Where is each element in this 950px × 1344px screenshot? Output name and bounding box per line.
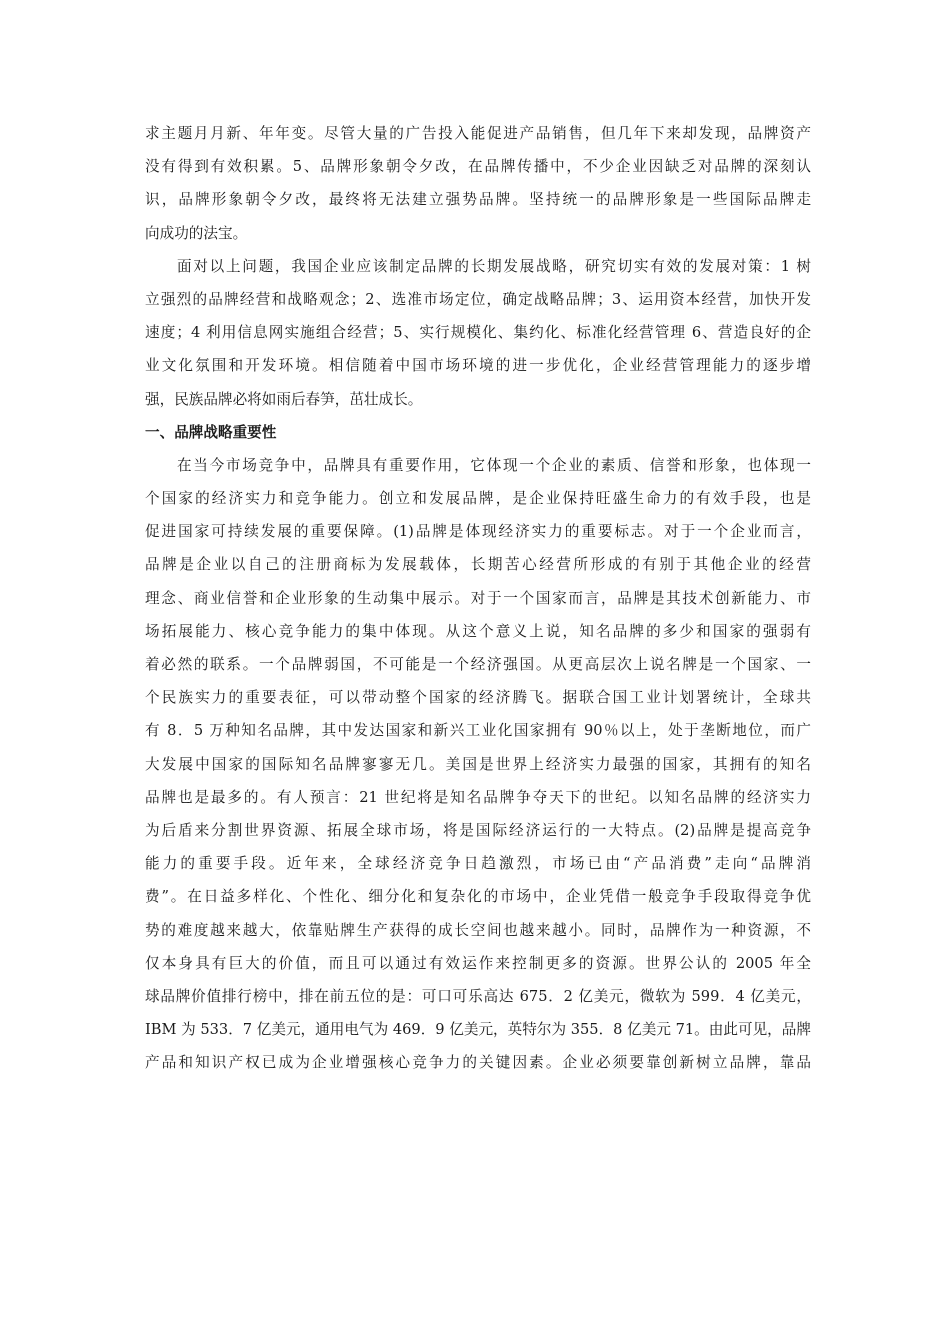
text-line: 费”。在日益多样化、个性化、细分化和复杂化的市场中，企业凭借一般竞争手段取得竞争优 <box>145 888 811 906</box>
text-line: 个民族实力的重要表征，可以带动整个国家的经济腾飞。据联合国工业计划署统计，全球共 <box>145 689 811 707</box>
text-line: 着必然的联系。一个品牌弱国，不可能是一个经济强国。从更高层次上说名牌是一个国家、一 <box>145 656 811 673</box>
text-line: 产品和知识产权已成为企业增强核心竞争力的关键因素。企业必须要靠创新树立品牌，靠品 <box>145 1054 811 1072</box>
text-line: 能力的重要手段。近年来，全球经济竞争日趋激烈，市场已由“产品消费”走向“品牌消 <box>145 855 811 873</box>
text-line: IBM 为 533．7 亿美元，通用电气为 469．9 亿美元，英特尔为 355．8 亿美元 71。由此可见，品牌 <box>145 1021 811 1039</box>
text-line: 在当今市场竞争中，品牌具有重要作用，它体现一个企业的素质、信誉和形象，也体现一 <box>177 456 811 474</box>
text-line: 理念、商业信誉和企业形象的生动集中展示。对于一个国家而言，品牌是其技术创新能力、市 <box>145 589 811 607</box>
text-line: 个国家的经济实力和竞争能力。创立和发展品牌，是企业保持旺盛生命力的有效手段，也是 <box>145 490 811 508</box>
paragraph-1 <box>145 117 811 250</box>
document-page <box>145 117 811 1079</box>
text-line: 促进国家可持续发展的重要保障。(1)品牌是体现经济实力的重要标志。对于一个企业而言， <box>145 523 811 541</box>
text-line: 大发展中国家的国际知名品牌寥寥无几。美国是世界上经济实力最强的国家，其拥有的知名 <box>145 755 811 773</box>
text-line: 球品牌价值排行榜中，排在前五位的是：可口可乐高达 675．2 亿美元，微软为 599．4 亿美元， <box>145 987 811 1005</box>
text-line: 仅本身具有巨大的价值，而且可以通过有效运作来控制更多的资源。世界公认的 2005 年全 <box>145 954 811 972</box>
text-line: 场拓展能力、核心竞争能力的集中体现。从这个意义上说，知名品牌的多少和国家的强弱有 <box>145 622 811 640</box>
text-line: 品牌也是最多的。有人预言：21 世纪将是知名品牌争夺天下的世纪。以知名品牌的经济实力 <box>145 788 811 806</box>
paragraph-2 <box>145 250 811 416</box>
text-line: 向成功的法宝。 <box>145 224 248 242</box>
text-line: 求主题月月新、年年变。尽管大量的广告投入能促进产品销售，但几年下来却发现，品牌资产 <box>145 125 811 142</box>
text-line: 没有得到有效积累。5、品牌形象朝令夕改，在品牌传播中，不少企业因缺乏对品牌的深刻认 <box>145 158 811 176</box>
text-line: 业文化氛围和开发环境。相信随着中国市场环境的进一步优化，企业经营管理能力的逐步增 <box>145 357 811 375</box>
text-line: 品牌是企业以自己的注册商标为发展载体，长期苦心经营所形成的有别于其他企业的经营 <box>145 556 811 574</box>
text-line: 识，品牌形象朝令夕改，最终将无法建立强势品牌。坚持统一的品牌形象是一些国际品牌走 <box>145 191 811 209</box>
text-line: 为后盾来分割世界资源、拓展全球市场，将是国际经济运行的一大特点。(2)品牌是提高竞争 <box>145 821 811 839</box>
text-line: 强，民族品牌必将如雨后春笋，茁壮成长。 <box>145 390 423 408</box>
text-line: 立强烈的品牌经营和战略观念；2、选准市场定位，确定战略品牌；3、运用资本经营，加快开发 <box>145 290 811 308</box>
text-line: 速度；4 利用信息网实施组合经营；5、实行规模化、集约化、标准化经营管理 6、营造良好的企 <box>145 324 811 342</box>
paragraph-3 <box>145 449 811 1080</box>
text-line: 有 8．5 万种知名品牌，其中发达国家和新兴工业化国家拥有 90％以上，处于垄断地位，而广 <box>145 722 811 740</box>
text-line: 面对以上问题，我国企业应该制定品牌的长期发展战略，研究切实有效的发展对策：1 树 <box>177 257 811 275</box>
section-heading: 一、品牌战略重要性 <box>145 423 277 441</box>
text-line: 势的难度越来越大，依靠贴牌生产获得的成长空间也越来越小。同时，品牌作为一种资源，不 <box>145 921 811 939</box>
